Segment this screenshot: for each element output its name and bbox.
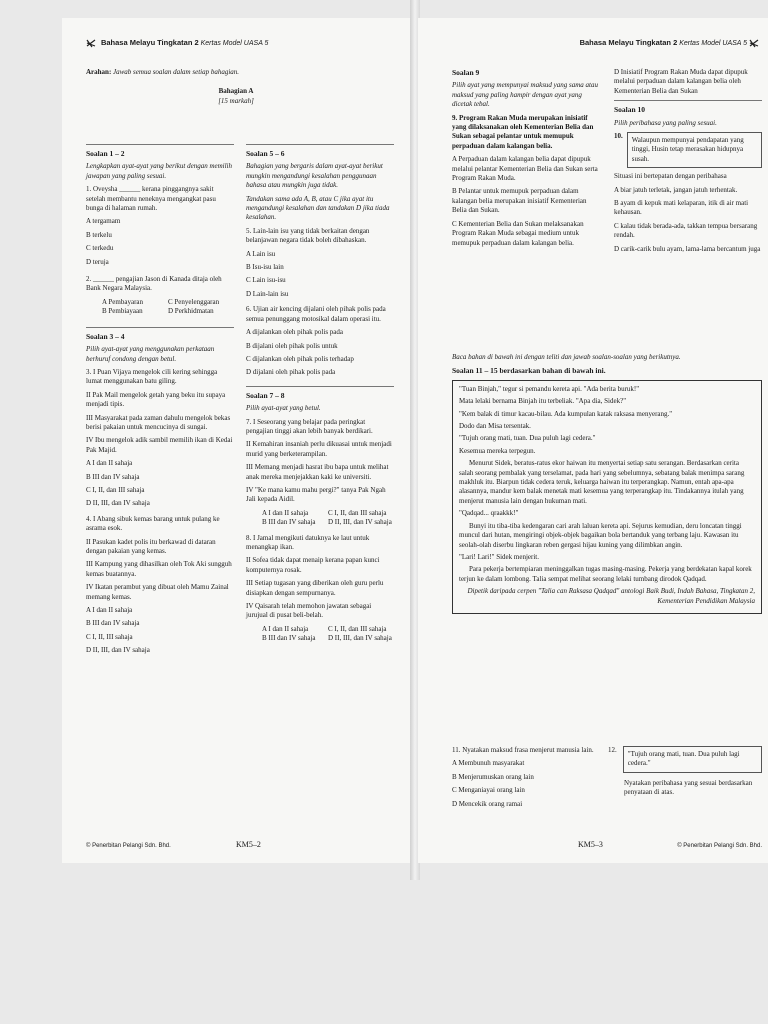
q8-option-c: C I, II, dan III sahaja — [328, 624, 387, 633]
q10-option-b: B ayam di kepuk mati kelaparan, itik di air mati kehausan. — [614, 199, 749, 217]
q7-statement-1: 7. I Seseorang yang belajar pada peringkat pengajian tinggi akan lebih banyak berdikari. — [246, 417, 373, 435]
s56-instruction: Bahagian yang bergaris dalam ayat-ayat berikut mungkin mengandungi kesalahan penggunaan bahasa atau mungkin juga tidak. — [246, 162, 383, 190]
q1-option-a: A tergamam — [86, 217, 121, 226]
q8-option-b: B III dan IV sahaja — [262, 634, 316, 643]
q4-option-a: A I dan II sahaja — [86, 606, 133, 615]
q2-option-d: D Perkhidmatan — [168, 307, 214, 316]
q10-option-c: C kalau tidak berada-ada, takkan tempua bersarang rendah. — [614, 221, 758, 240]
left-column-b — [246, 140, 394, 644]
question-11: 11. Nyatakan maksud frasa menjerut manusia lain. — [452, 746, 594, 754]
q8-option-d: D II, III, dan IV sahaja — [328, 634, 392, 643]
q3-option-b: B III dan IV sahaja — [86, 472, 140, 481]
q3-option-c: C I, II, dan III sahaja — [86, 485, 145, 494]
q11-option-a: A Membunuh masyarakat — [452, 759, 525, 768]
q2-option-c: C Penyelenggaran — [168, 297, 220, 306]
q4-option-d: D II, III, dan IV sahaja — [86, 646, 150, 655]
right-page — [418, 18, 768, 863]
question-9: 9. Program Rakan Muda merupakan inisiatif yang dilaksanakan oleh Kementerian Belia dan Sukan sebagai pelantar untuk memupuk perpaduan dalam kalangan belia. — [452, 113, 594, 150]
q3-statement-3: III Masyarakat pada zaman dahulu mengelok bekas berisi pakaian untuk mencucinya di sungai. — [86, 413, 231, 431]
q3-statement-2: II Pak Mail mengelok getah yang beku itu supaya menjadi tipis. — [86, 390, 226, 409]
q11-block — [452, 746, 600, 813]
q7-option-c: C I, II, dan III sahaja — [328, 508, 387, 517]
q5-option-b: B Isu-isu lain — [246, 263, 284, 272]
left-column-a — [86, 140, 234, 660]
header-series: Kertas Model UASA 5 — [200, 40, 269, 47]
instruction-text: Jawab semua soalan dalam setiap bahagian. — [113, 68, 240, 76]
q8-statement-1: 8. I Jamal mengikuti datuknya ke laut untuk menangkap ikan. — [246, 533, 370, 551]
passage-line-7: Menurut Sidek, beratus-ratus ekor haiwan itu menyertai setiap satu serangan. Berdasarkan cerita salah seorang pembalak yang terselamat, pada hari yang sebelumnya, sebatang balak menimpa sarang makhluk itu. Biarpun tidak cedera teruk, keluarga haiwan itu terperangkap. Namun, entah apa-apa alasannya, mandur kem balak menetak mati kesemua yang terperangkap itu. Tindakannya itulah yang menjerut manusia lain dengan hukuman mati. — [459, 459, 745, 505]
passage-line-1: "Tuan Binjah," tegur si pemandu kereta api. "Ada berita buruk!" — [459, 384, 640, 393]
q1-option-b: B terkelu — [86, 230, 112, 239]
passage-line-11: Para pekerja bertempiaran meninggalkan tugas masing-masing. Pekerja yang berdekatan kapal korek terjun ke dalam lombong. Talia sempat melihat seorang lelaki tumbang dirodok Qadqad. — [459, 565, 752, 583]
q7-option-a: A I dan II sahaja — [262, 508, 309, 517]
right-header — [580, 38, 762, 48]
s10-title: Soalan 10 — [614, 105, 646, 115]
q4-option-b: B III dan IV sahaja — [86, 619, 140, 628]
q8-statement-2: II Sofea tidak dapat menaip kerana papan kunci komputernya rosak. — [246, 556, 380, 574]
q6-option-d: D dijalani oleh pihak polis pada — [246, 368, 336, 377]
s34-title: Soalan 3 – 4 — [86, 331, 125, 341]
publisher-logo-icon — [749, 38, 759, 48]
question-5: 5. Lain-lain isu yang tidak berkaitan dengan belanjawan negara tidak boleh dibahaskan. — [246, 226, 370, 245]
passage-instruction: Baca bahan di bawah ini dengan teliti dan jawab soalan-soalan yang berikutnya. — [452, 353, 681, 361]
s56-instruction-2: Tandakan sama ada A, B, atau C jika ayat itu mengandungi kesalahan dan tandakan D jika tiada kesalahan. — [246, 194, 390, 222]
q2-option-a: A Pembayaran — [102, 297, 144, 306]
passage-line-5: "Tujuh orang mati, tuan. Dua puluh lagi cedera." — [459, 434, 596, 443]
question-1: 1. Oveysha ______ kerana pinggangnya sakit setelah membantu neneknya mengangkat pasu bunga di halaman rumah. — [86, 185, 216, 213]
q6-option-c: C dijalankan oleh pihak polis terhadap — [246, 354, 354, 363]
right-column-a — [452, 68, 602, 252]
q7-option-d: D II, III, dan IV sahaja — [328, 518, 392, 527]
right-page-number: KM5–3 — [578, 840, 603, 849]
header-subject: Bahasa Melayu — [100, 38, 156, 47]
question-6: 6. Ujian air kencing dijalani oleh pihak polis pada semua penunggang motosikal dalam operasi itu. — [246, 305, 386, 323]
q1-option-c: C terkedu — [86, 244, 114, 253]
question-2: 2. ______ pengajian Jason di Kanada ditaja oleh Bank Negara Malaysia. — [86, 275, 222, 293]
passage-box — [452, 380, 762, 614]
q3-option-a: A I dan II sahaja — [86, 459, 133, 468]
q8-option-a: A I dan II sahaja — [262, 624, 309, 633]
q4-statement-2: II Pasukan kadet polis itu berkawad di dataran dengan pakaian yang kemas. — [86, 537, 216, 555]
q7-statement-2: II Kemahiran insaniah perlu dikuasai untuk menjadi murid yang berketerampilan. — [246, 440, 392, 458]
q9-option-a: A Perpaduan dalam kalangan belia dapat dipupuk melalui pelantar Kementerian Belia dan Sukan serta Program Rakan Muda. — [452, 155, 598, 183]
header-level: Tingkatan 2 — [635, 38, 678, 47]
q6-option-b: B dijalani oleh pihak polis untuk — [246, 341, 338, 350]
passage-line-4: Dodo dan Misa tersentak. — [459, 422, 531, 431]
right-footer: © Penerbitan Pelangi Sdn. Bhd. — [677, 843, 762, 849]
publisher-logo-icon — [86, 38, 96, 48]
s9-instruction: Pilih ayat yang mempunyai maksud yang sama atau maksud yang paling hampir dengan ayat yang dicetak tebal. — [452, 81, 599, 109]
left-header — [86, 38, 268, 48]
q3-statement-4: IV Ibu mengelok adik sambil memilih ikan di Kedai Pak Majid. — [86, 436, 233, 454]
s34-instruction: Pilih ayat-ayat yang menggunakan perkataan berhuruf condong dengan betul. — [86, 345, 215, 363]
q3-option-d: D II, III, dan IV sahaja — [86, 499, 150, 508]
q6-option-a: A dijalankan oleh pihak polis pada — [246, 328, 344, 337]
s12-instruction: Lengkapkan ayat-ayat yang berikut dengan memilih jawapan yang paling sesuai. — [86, 162, 232, 180]
passage-line-8: "Qadqad... qraakkk!" — [459, 509, 519, 518]
q4-statement-3: III Kampung yang dihasilkan oleh Tok Aki sungguh kemas buatannya. — [86, 560, 232, 578]
s56-title: Soalan 5 – 6 — [246, 149, 285, 158]
q5-option-c: C Lain isu-isu — [246, 276, 286, 285]
q9-option-b: B Pelantar untuk memupuk perpaduan dalam kalangan belia merupakan inisiatif Kementerian Belia dan Sukan. — [452, 187, 587, 215]
q3-statement-1: 3. I Puan Vijaya mengelok cili kering sehingga lumat menggunakan batu giling. — [86, 367, 218, 386]
passage-line-2: Mata lelaki bernama Binjah itu terbeliak. "Apa dia, Sidek?" — [459, 397, 627, 406]
s78-instruction: Pilih ayat-ayat yang betul. — [246, 404, 321, 413]
q10-option-a: A biar jatuh terletak, jangan jatuh terhentak. — [614, 185, 738, 194]
q10-option-d: D carik-carik bulu ayam, lama-lama bercantum juga — [614, 244, 761, 253]
q7-statement-3: III Memang menjadi hasrat ibu bapa untuk melihat anak mereka menjejakkan kaki ke universiti. — [246, 463, 389, 481]
instruction-label: Arahan: — [86, 68, 112, 76]
s11-15-title: Soalan 11 – 15 berdasarkan bahan di bawah ini. — [452, 366, 606, 376]
q5-option-a: A Lain isu — [246, 249, 276, 258]
q12-number: 12. — [608, 746, 617, 754]
header-subject: Bahasa Melayu — [579, 38, 634, 47]
passage-line-3: "Kem balak di timur kacau-bilau. Ada kumpulan katak raksasa menyerang." — [459, 409, 673, 418]
s9-title: Soalan 9 — [452, 68, 480, 77]
q1-option-d: D terujа — [86, 257, 109, 266]
header-series: Kertas Model UASA 5 — [679, 40, 748, 47]
section-marks: [15 markah] — [218, 96, 254, 105]
passage-source: Dipetik daripada cerpen "Talia can Raksasa Qadqad" antologi Baik Budi, Indah Bahasa, Tingkatan 2, Kementerian Pendidikan Malaysia — [467, 587, 755, 605]
section-title: Bahagian A — [218, 87, 254, 96]
q7-option-b: B III dan IV sahaja — [262, 518, 316, 527]
q8-statement-4: IV Qaisarah telah memohon jawatan sebagai jurujual di pusat beli-belah. — [246, 602, 372, 620]
q10-lead: Situasi ini bertepatan dengan peribahasa — [614, 172, 727, 181]
q12-instruction: Nyatakan peribahasa yang sesuai berdasarkan penyataan di atas. — [624, 778, 753, 797]
q12-quote-box: "Tujuh orang mati, tuan. Dua puluh lagi cedera." — [623, 746, 762, 773]
passage-section — [452, 353, 762, 614]
q11-option-b: B Menjerumuskan orang lain — [452, 772, 534, 781]
s12-title: Soalan 1 – 2 — [86, 149, 125, 158]
instruction-block — [86, 68, 386, 110]
header-level: Tingkatan 2 — [157, 38, 199, 47]
q9-option-c: C Kementerian Belia dan Sukan melaksanakan Program Rakan Muda sebagai medium untuk memupuk perpaduan dalam kalangan belia. — [452, 219, 584, 247]
left-page-number: KM5–2 — [236, 840, 261, 849]
q9-option-d: D Inisiatif Program Rakan Muda dapat dipupuk melalui perpaduan dalam kalangan belia oleh Kementerian Belia dan Sukan — [614, 68, 748, 95]
q10-situation-box: Walaupun mempunyai pendapatan yang tinggi, Husin tetap merasakan hidupnya susah. — [627, 132, 762, 168]
left-page — [62, 18, 412, 863]
q11-option-c: C Menganiayai orang lain — [452, 786, 525, 795]
q7-statement-4: IV "Ke mana kamu mahu pergi?" tanya Pak Ngah Jali kepada Aidil. — [246, 485, 386, 504]
q12-block — [608, 746, 762, 802]
passage-line-6: Kesemua mereka terpegun. — [459, 446, 536, 455]
passage-line-9: Bunyi itu tiba-tiba kedengaran cari arah laluan kereta api. Sejurus kemudian, deru loncatan tinggi muncul dari hutan, mengiringi objek-objek bagaikan bola bertanduk yang terbang laju. Kawasan itu seolah-olah diserbu lingkaran reben gergasi hijau kuning yang dilimbkan angin. — [459, 521, 742, 549]
q5-option-d: D Lain-lain isu — [246, 289, 289, 298]
q4-statement-1: 4. I Abang sibuk kemas barang untuk pulang ke asrama esok. — [86, 514, 220, 533]
passage-line-10: "Lari! Lari!" Sidek menjerit. — [459, 552, 539, 561]
q11-option-d: D Mencekik orang ramai — [452, 799, 523, 808]
s78-title: Soalan 7 – 8 — [246, 390, 285, 400]
q8-statement-3: III Setiap tugasan yang diberikan oleh guru perlu disiapkan dengan sempurnanya. — [246, 579, 384, 597]
left-footer: © Penerbitan Pelangi Sdn. Bhd. — [86, 843, 171, 849]
right-column-b: D Inisiatif Program Rakan Muda dapat dipupuk melalui perpaduan dalam kalangan belia oleh Kementerian Belia dan Sukan Soalan 10 Pilih peribahasa yang paling sesuai. 10. Walaupun mempunyai pendapatan yang tinggi, Husin tetap merasakan hidupnya susah. Situasi ini bertepatan dengan peribahasa A biar jatuh terletak, jangan jatuh terhentak. B ayam di kepuk mati kelaparan, itik di air mati kehausan. C kalau tidak berada-ada, takkan tempua bersarang rendah. D carik-carik bulu ayam, lama-lama bercantum juga — [614, 68, 761, 253]
q4-statement-4: IV Ikatan perambut yang dibuat oleh Mamu Zainal memang kemas. — [86, 583, 229, 601]
s10-instruction: Pilih peribahasa yang paling sesuai. — [614, 118, 717, 127]
q4-option-c: C I, II, III sahaja — [86, 632, 133, 641]
q2-option-b: B Pembiayaan — [102, 307, 143, 316]
